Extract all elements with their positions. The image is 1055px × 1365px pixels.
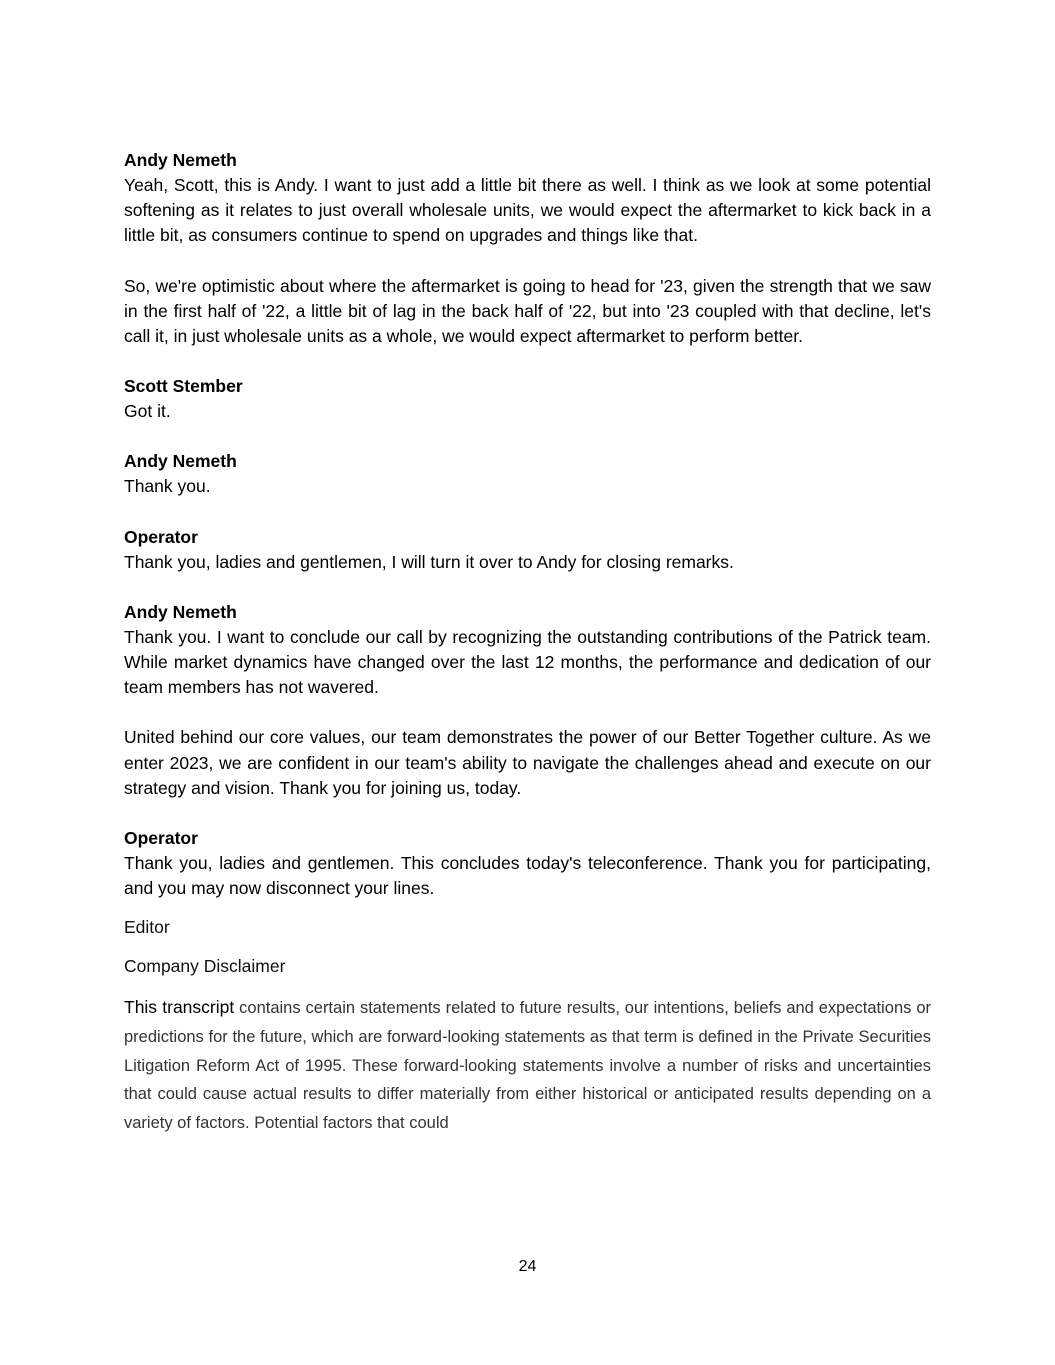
speech-paragraph: Thank you, ladies and gentlemen. This concludes today's teleconference. Thank you for participating, and you may now disconnect your lines. (124, 853, 931, 899)
speech-paragraph: Thank you. I want to conclude our call by recognizing the outstanding contributions of the Patrick team. While market dynamics have changed over the last 12 months, the performance and dedication of our team members has not wavered. (124, 626, 931, 698)
speech-paragraph: Thank you, ladies and gentlemen, I will turn it over to Andy for closing remarks. (124, 551, 734, 572)
editor-label: Editor (124, 917, 170, 938)
disclaimer-text: contains certain statements related to future results, our intentions, beliefs and expectations or predictions for the future, which are forward-looking statements as that term is defined in the Private Securities Litigation Reform Act of 1995. These forward-looking statements involve a number of risks and uncertainties that could cause actual results to differ materially from either historical or anticipated results depending on a variety of factors. Potential factors that could (124, 999, 931, 1132)
speech-paragraph: So, we're optimistic about where the aftermarket is going to head for '23, given the strength that we saw in the first half of '22, a little bit of lag in the back half of '22, but into '23 coupled with that decline, let's call it, in just wholesale units as a whole, we would expect aftermarket to perform better. (124, 275, 931, 347)
disclaimer-title: Company Disclaimer (124, 956, 286, 977)
transcript-page (124, 148, 931, 1137)
speech-paragraph: Got it. (124, 401, 171, 422)
speaker-name: Andy Nemeth (124, 451, 237, 472)
speaker-name: Operator (124, 526, 198, 547)
speech-paragraph: United behind our core values, our team demonstrates the power of our Better Together culture. As we enter 2023, we are confident in our team's ability to navigate the challenges ahead and execute on our strategy and vision. Thank you for joining us, today. (124, 727, 931, 798)
speaker-name: Andy Nemeth (124, 150, 237, 170)
speech-paragraph: Thank you. (124, 476, 211, 497)
speech-paragraph: Yeah, Scott, this is Andy. I want to just add a little bit there as well. I think as we look at some potential softening as it relates to just overall wholesale units, we would expect the aftermarket to kick back in a little bit, as consumers continue to spend on upgrades and things like that. (124, 175, 931, 246)
speaker-name: Scott Stember (124, 376, 243, 397)
disclaimer-body (124, 993, 931, 1137)
disclaimer-lead: This transcript (124, 997, 235, 1018)
speaker-name: Operator (124, 828, 198, 849)
page-number: 24 (518, 1258, 537, 1275)
speaker-name: Andy Nemeth (124, 601, 237, 622)
